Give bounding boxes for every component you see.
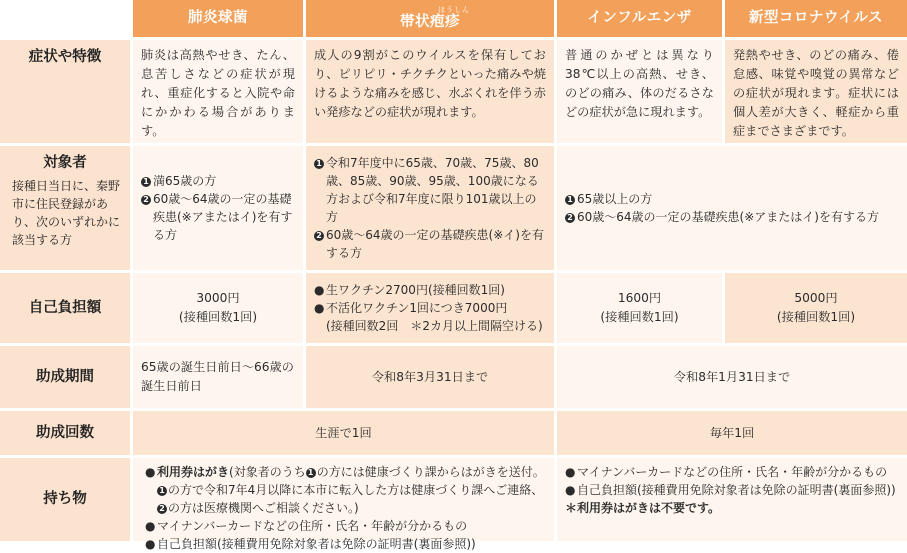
target-shingles-1: 令和7年度中に65歳、70歳、75歳、80歳、85歳、90歳、95歳、100歳になる方および令和7年度に限り101歳以上の方 — [326, 156, 539, 224]
list-item — [141, 172, 295, 190]
header-pneumococcal: 肺炎球菌 — [133, 0, 303, 37]
target-pneumococcal-1: 満65歳の方 — [153, 174, 217, 188]
bullet: ● — [314, 301, 325, 315]
row-label-count-text: 助成回数 — [36, 424, 94, 441]
list-item — [145, 517, 546, 535]
items-right-no-postcard: ＊利用券はがきは不要です。 — [565, 501, 721, 515]
items-right-id: マイナンバーカードなどの住所・氏名・年齢が分かるもの — [577, 465, 888, 479]
symptoms-influenza: 普通のかぜとは異なり38℃以上の高熱、せき、のどの痛み、体のだるさなどの症状が急に現れます。 — [557, 40, 722, 143]
target-flu-covid — [557, 146, 907, 270]
row-label-period-text: 助成期間 — [36, 368, 94, 385]
items-right — [557, 458, 907, 541]
list-item — [565, 481, 899, 499]
cost-covid-price: 5000円 — [794, 291, 838, 306]
header-covid: 新型コロナウイルス — [725, 0, 907, 37]
target-shingles — [306, 146, 554, 270]
list-item — [145, 535, 546, 553]
bullet: ● — [565, 465, 576, 479]
header-shingles-label: 帯状疱疹 — [400, 14, 460, 31]
header-shingles — [306, 0, 554, 37]
cost-influenza-price: 1600円 — [617, 291, 662, 306]
symptoms-pneumococcal: 肺炎は高熱やせき、たん、息苦しさなどの症状が現れ、重症化すると入院や命にかかわる場合があります。 — [133, 40, 303, 143]
cost-influenza-note: (接種回数1回) — [600, 310, 679, 324]
list-item — [314, 226, 546, 262]
circled-number-1: 1 — [306, 468, 316, 478]
cost-pneumococcal-note: (接種回数1回) — [178, 310, 258, 324]
circled-number-1: 1 — [157, 486, 167, 496]
items-left-postcard-b: の方には健康づくり課からはがきを送付。 — [316, 465, 545, 479]
row-label-cost — [0, 273, 130, 343]
items-left-postcard-d: の方は医療機関へご相談ください。) — [168, 501, 359, 515]
count-left: 生涯で1回 — [133, 411, 554, 455]
row-label-items-text: 持ち物 — [43, 491, 87, 508]
row-label-target — [0, 146, 130, 270]
bullet: ● — [565, 483, 576, 497]
items-right-fee: 自己負担額(接種費用免除対象者は免除の証明書(裏面参照)) — [577, 483, 896, 497]
list-item — [314, 299, 546, 317]
symptoms-covid: 発熱やせき、のどの痛み、倦怠感、味覚や嗅覚の異常などの症状が現れます。症状には個人差が大きく、軽症から重症までさまざまです。 — [725, 40, 907, 143]
circled-number-2: 2 — [141, 195, 151, 205]
circled-number-1: 1 — [314, 159, 324, 169]
items-left-postcard-a: (対象者のうち — [229, 465, 306, 479]
list-item — [565, 190, 899, 208]
row-label-period — [0, 346, 130, 408]
cost-pneumococcal — [133, 273, 303, 343]
header-shingles-ruby: ほうしん — [438, 5, 470, 14]
row-label-target-sub: 接種日当日に、秦野市に住民登録があり、次のいずれかに該当する方 — [12, 179, 121, 248]
circled-number-2: 2 — [314, 231, 324, 241]
list-item — [565, 208, 899, 226]
circled-number-1: 1 — [141, 177, 151, 187]
circled-number-2: 2 — [565, 213, 575, 223]
row-label-count — [0, 411, 130, 455]
row-label-symptoms-text: 症状や特徴 — [28, 49, 102, 65]
cost-covid-note: (接種回数1回) — [776, 310, 856, 324]
items-left-postcard-bold: 利用券はがき — [157, 465, 230, 479]
circled-number-2: 2 — [157, 504, 167, 514]
list-item — [565, 499, 899, 517]
symptoms-shingles: 成人の9割がこのウイルスを保有しており、ピリピリ・チクチクといった痛みや焼けるような痛みを感じ、水ぶくれを伴う赤い発疹などの症状が現れます。 — [306, 40, 554, 143]
period-pneumococcal: 65歳の誕生日前日～66歳の誕生日前日 — [133, 346, 303, 408]
cost-shingles-live: 生ワクチン2700円(接種回数1回) — [326, 283, 505, 297]
list-item — [565, 463, 899, 481]
header-influenza: インフルエンザ — [557, 0, 722, 37]
cost-covid — [725, 273, 907, 343]
cost-influenza — [557, 273, 722, 343]
circled-number-1: 1 — [565, 195, 575, 205]
cost-shingles-note: (接種回数2回 ＊2カ月以上間隔空ける) — [326, 319, 543, 333]
target-flu-covid-2: 60歳～64歳の一定の基礎疾患(※アまたはイ)を有する方 — [577, 210, 879, 224]
target-flu-covid-1: 65歳以上の方 — [577, 192, 653, 206]
list-item — [314, 281, 546, 299]
period-shingles: 令和8年3月31日まで — [306, 346, 554, 408]
bullet: ● — [145, 537, 156, 551]
bullet: ● — [145, 465, 156, 479]
cost-shingles — [306, 273, 554, 343]
list-item — [145, 463, 546, 517]
period-flu-covid: 令和8年1月31日まで — [557, 346, 907, 408]
table-corner — [0, 0, 130, 37]
items-left-id: マイナンバーカードなどの住所・氏名・年齢が分かるもの — [157, 519, 468, 533]
cost-shingles-inactivated: 不活化ワクチン1回につき7000円 — [326, 301, 508, 315]
target-pneumococcal — [133, 146, 303, 270]
list-item — [314, 317, 546, 335]
cost-pneumococcal-price: 3000円 — [196, 291, 240, 306]
row-label-items — [0, 458, 130, 541]
list-item — [141, 190, 295, 244]
items-left-postcard-c: の方で令和7年4月以降に本市に転入した方は健康づくり課へご連絡、 — [168, 483, 544, 497]
count-right: 毎年1回 — [557, 411, 907, 455]
target-shingles-2: 60歳～64歳の一定の基礎疾患(※イ)を有する方 — [326, 228, 544, 260]
row-label-target-text: 対象者 — [43, 155, 87, 171]
bullet: ● — [145, 519, 156, 533]
bullet: ● — [314, 283, 325, 297]
row-label-cost-text: 自己負担額 — [28, 299, 102, 316]
list-item — [314, 154, 546, 226]
row-label-symptoms — [0, 40, 130, 143]
target-pneumococcal-2: 60歳～64歳の一定の基礎疾患(※アまたはイ)を有する方 — [153, 192, 293, 242]
items-left-postcard — [157, 463, 546, 517]
items-left-fee: 自己負担額(接種費用免除対象者は免除の証明書(裏面参照)) — [157, 537, 476, 551]
items-left — [133, 458, 554, 551]
